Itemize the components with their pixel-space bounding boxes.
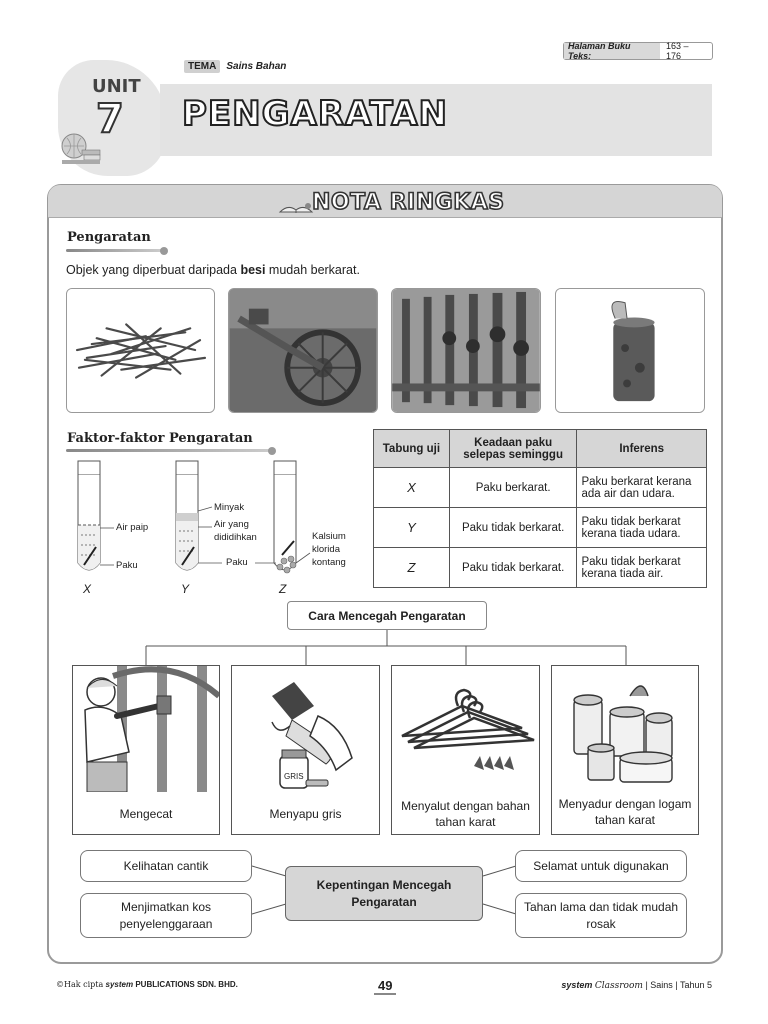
grease-jar-label: GRIS: [284, 772, 304, 781]
section-heading-factors: Faktor-faktor Pengaratan: [67, 431, 253, 446]
ref-value: 163 – 176: [666, 41, 689, 61]
theme-title: Sains Bahan: [226, 61, 287, 72]
label-kalsium-1: Kalsium: [312, 531, 346, 542]
prevention-title: Cara Mencegah Pengaratan: [287, 601, 487, 630]
importance-item: Menjimatkan kos penyelenggaraan: [80, 893, 252, 938]
label-kalsium-3: kontang: [312, 557, 346, 568]
label-air-paip: Air paip: [116, 522, 149, 533]
plated-cans-illustration: [552, 666, 698, 792]
test-tube-y: [176, 461, 198, 570]
prevention-caption: Menyapu gris: [269, 807, 342, 821]
intro-text-start: Objek yang diperbuat daripada: [66, 263, 241, 277]
prevention-painting: [72, 665, 220, 835]
label-paku-y: Paku: [226, 557, 248, 568]
table-cell: Paku tidak berkarat kerana tiada air.: [577, 548, 707, 588]
page-title: PENGARATAN: [182, 94, 448, 134]
greasing-illustration: [232, 666, 379, 792]
unit-number: 7: [96, 96, 124, 142]
table-cell: Paku tidak berkarat.: [449, 508, 577, 548]
series-subject: | Sains | Tahun 5: [645, 980, 712, 990]
section-heading-pengaratan: Pengaratan: [67, 230, 151, 245]
copyright-brand: system: [105, 980, 134, 989]
series-line: [561, 980, 712, 991]
tube-label-x: X: [83, 582, 92, 596]
prevention-caption: Mengecat: [119, 807, 173, 821]
rusty-can-photo: [555, 288, 705, 413]
intro-text-end: mudah berkarat.: [265, 263, 360, 277]
label-kalsium-2: klorida: [312, 544, 340, 555]
prevention-plating: [551, 665, 699, 835]
label-air-didih-2: dididihkan: [214, 532, 257, 543]
notes-card-title: NOTA RINGKAS: [312, 190, 505, 215]
copyright-publisher: PUBLICATIONS SDN. BHD.: [135, 980, 238, 989]
copyright-line: [56, 980, 238, 989]
rusty-bicycle-photo: [228, 288, 378, 413]
prevention-connectors: [140, 630, 640, 666]
rust-intro-text: [66, 263, 360, 277]
prevention-coating: [391, 665, 540, 835]
test-tube-z: [274, 461, 296, 573]
table-header-row: [374, 430, 707, 468]
open-book-icon: [278, 198, 314, 214]
textbook-page-reference: [563, 42, 713, 60]
table-cell: Y: [374, 508, 450, 548]
globe-books-icon: [58, 128, 104, 168]
label-air-didih-1: Air yang: [214, 519, 249, 530]
intro-text-bold: besi: [240, 263, 266, 277]
coated-hangers-illustration: [392, 666, 539, 792]
page-number: 49: [374, 978, 396, 995]
unit-word: UNIT: [92, 76, 141, 97]
table-cell: Paku tidak berkarat.: [449, 548, 577, 588]
table-cell: X: [374, 468, 450, 508]
section-rule: [66, 249, 162, 252]
section-rule: [66, 449, 272, 452]
ref-label: Halaman Buku Teks:: [564, 43, 660, 59]
theme-line: [184, 60, 286, 73]
results-table: [373, 429, 707, 588]
importance-center-box: Kepentingan Mencegah Pengaratan: [285, 866, 483, 921]
test-tube-x: [78, 461, 100, 570]
importance-item: Kelihatan cantik: [80, 850, 252, 882]
label-minyak: Minyak: [214, 502, 245, 513]
table-cell: Z: [374, 548, 450, 588]
rusty-fence-photo: [391, 288, 541, 413]
table-row: [374, 508, 707, 548]
table-cell: Paku berkarat kerana ada air dan udara.: [577, 468, 707, 508]
painting-illustration: [73, 666, 219, 792]
table-header: Tabung uji: [374, 430, 450, 468]
table-header: Inferens: [577, 430, 707, 468]
theme-tag: TEMA: [184, 60, 220, 73]
prevention-greasing: [231, 665, 380, 835]
series-brand: system: [561, 980, 593, 990]
table-header: Keadaan paku selepas seminggu: [449, 430, 577, 468]
tube-label-z: Z: [279, 582, 287, 596]
table-row: [374, 548, 707, 588]
importance-item: Selamat untuk digunakan: [515, 850, 687, 882]
table-cell: Paku tidak berkarat kerana tiada udara.: [577, 508, 707, 548]
copyright-prefix: ©Hak cipta: [56, 980, 104, 989]
label-paku-x: Paku: [116, 560, 138, 571]
series-name: Classroom: [594, 981, 643, 991]
rusty-nails-photo: [66, 288, 215, 413]
section-dot: [160, 247, 168, 255]
section-dot: [268, 447, 276, 455]
table-row: [374, 468, 707, 508]
tube-label-y: Y: [181, 582, 190, 596]
prevention-caption: Menyadur dengan logam tahan karat: [558, 797, 692, 828]
importance-item: Tahan lama dan tidak mudah rosak: [515, 893, 687, 938]
table-cell: Paku berkarat.: [449, 468, 577, 508]
prevention-caption: Menyalut dengan bahan tahan karat: [401, 799, 530, 830]
